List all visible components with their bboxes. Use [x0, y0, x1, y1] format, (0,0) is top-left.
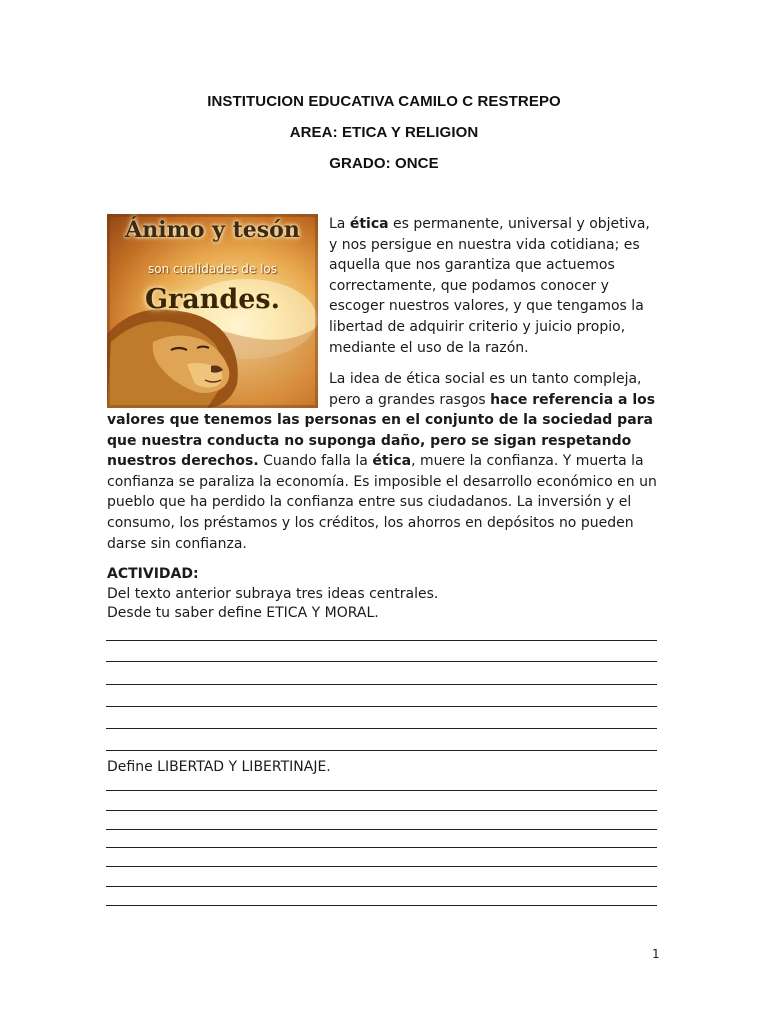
paragraph-ethics-definition: [329, 214, 659, 358]
activity-title: ACTIVIDAD:: [107, 566, 199, 582]
institution-title: INSTITUCION EDUCATIVA CAMILO C RESTREPO: [207, 93, 561, 110]
answer-line[interactable]: [106, 684, 657, 685]
text-run: , muere la confianza. Y muerta la confianza se paraliza la economía. Es imposible el desarrollo económico en un pueblo que ha perdido la confianza entre sus ciudadanos. La inversión y el consumo, los préstamos y los créditos, los ahorros en depósitos no pueden darse sin confianza.: [107, 453, 657, 552]
area-title: AREA: ETICA Y RELIGION: [289, 124, 479, 141]
motivational-poster: [107, 214, 318, 408]
bold-phrase: valores que tenemos las personas en el conjunto de la sociedad para que nuestra conducta no suponga daño, pero se sigan respetando nuestros derechos.: [107, 412, 654, 470]
answer-line[interactable]: [106, 829, 657, 830]
answer-line[interactable]: [106, 728, 657, 729]
answer-line[interactable]: [106, 661, 657, 662]
answer-line[interactable]: [106, 886, 657, 887]
activity-instruction-3: Define LIBERTAD Y LIBERTINAJE.: [107, 759, 331, 775]
bold-term: ética: [349, 216, 389, 232]
answer-line[interactable]: [106, 750, 657, 751]
poster-title: Ánimo y tesón: [125, 217, 300, 243]
paragraph-social-ethics-start: [329, 369, 664, 410]
answer-line[interactable]: [106, 790, 657, 791]
answer-line[interactable]: [106, 905, 657, 906]
text-run: Cuando falla la: [258, 453, 373, 470]
answer-line[interactable]: [106, 866, 657, 867]
grade-title: GRADO: ONCE: [329, 155, 439, 172]
page-number: 1: [652, 947, 660, 961]
text-run: La idea de ética social es un tanto compleja, pero a grandes rasgos: [329, 371, 642, 408]
answer-line[interactable]: [106, 810, 657, 811]
answer-line[interactable]: [106, 640, 657, 641]
text-run: es permanente, universal y objetiva, y nos persigue en nuestra vida cotidiana; es aquella que nos garantiza que actuemos correctamente, que podamos conocer y escoger nuestros valores, y que tengamos la libertad de adquirir criterio y juicio propio, mediante el uso de la razón.: [329, 216, 650, 356]
poster-emphasis: Grandes.: [144, 284, 281, 315]
answer-line[interactable]: [106, 847, 657, 848]
paragraph-social-ethics-continued: [107, 410, 667, 554]
activity-instruction-2: Desde tu saber define ETICA Y MORAL.: [107, 605, 379, 621]
bold-term: ética: [372, 453, 412, 470]
activity-instruction-1: Del texto anterior subraya tres ideas centrales.: [107, 586, 439, 602]
answer-line[interactable]: [106, 706, 657, 707]
bold-phrase: hace referencia a los: [490, 391, 656, 408]
poster-subtitle: son cualidades de los: [147, 262, 278, 276]
text-run: La: [329, 216, 350, 232]
